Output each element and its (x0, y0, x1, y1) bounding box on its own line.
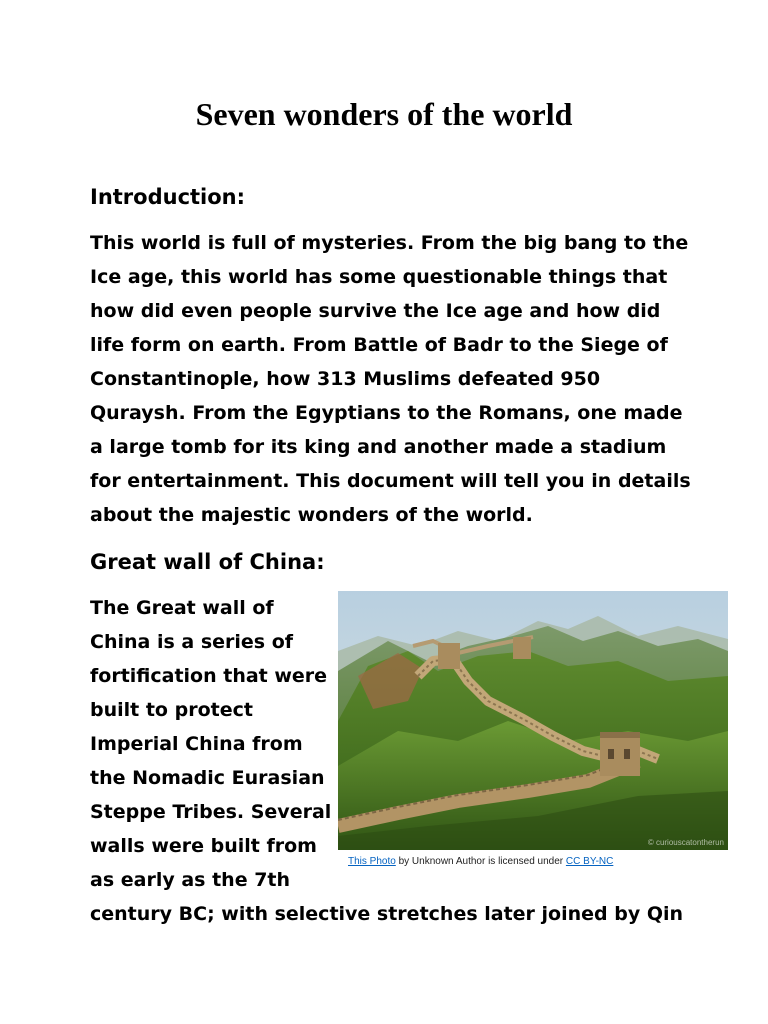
introduction-paragraph (90, 226, 690, 532)
photo-watermark: © curiouscatontherun (647, 838, 724, 847)
great-wall-heading: Great wall of China: (90, 550, 325, 574)
paragraph-line: how did even people survive the Ice age and how did (90, 300, 661, 322)
paragraph-line: as early as the 7th (90, 869, 291, 891)
paragraph-line: life form on earth. From Battle of Badr to the Siege of (90, 334, 668, 356)
paragraph-line: built to protect (90, 699, 253, 721)
paragraph-line: China is a series of (90, 631, 294, 653)
paragraph-line: walls were built from (90, 835, 317, 857)
paragraph-line: Constantinople, how 313 Muslims defeated 950 (90, 368, 601, 390)
introduction-heading: Introduction: (90, 185, 246, 209)
paragraph-line: Steppe Tribes. Several (90, 801, 332, 823)
paragraph-line: Imperial China from (90, 733, 303, 755)
paragraph-line: fortification that were (90, 665, 328, 687)
photo-caption (348, 855, 613, 869)
great-wall-paragraph (90, 591, 332, 897)
paragraph-line: the Nomadic Eurasian (90, 767, 325, 789)
great-wall-photo (338, 591, 728, 850)
photo-source-link[interactable]: This Photo (348, 856, 396, 867)
paragraph-line: Ice age, this world has some questionable things that (90, 266, 668, 288)
great-wall-continued-line: century BC; with selective stretches later joined by Qin (90, 903, 684, 925)
license-link[interactable]: CC BY-NC (565, 856, 614, 867)
paragraph-line: Quraysh. From the Egyptians to the Romans, one made (90, 402, 683, 424)
document-title: Seven wonders of the world (195, 96, 573, 132)
paragraph-line: about the majestic wonders of the world. (90, 504, 533, 526)
paragraph-line: This world is full of mysteries. From the big bang to the (90, 232, 689, 254)
paragraph-line: for entertainment. This document will tell you in details (90, 470, 691, 492)
paragraph-line: a large tomb for its king and another made a stadium (90, 436, 667, 458)
caption-text: by Unknown Author is licensed under (395, 856, 566, 867)
paragraph-line: The Great wall of (90, 597, 274, 619)
